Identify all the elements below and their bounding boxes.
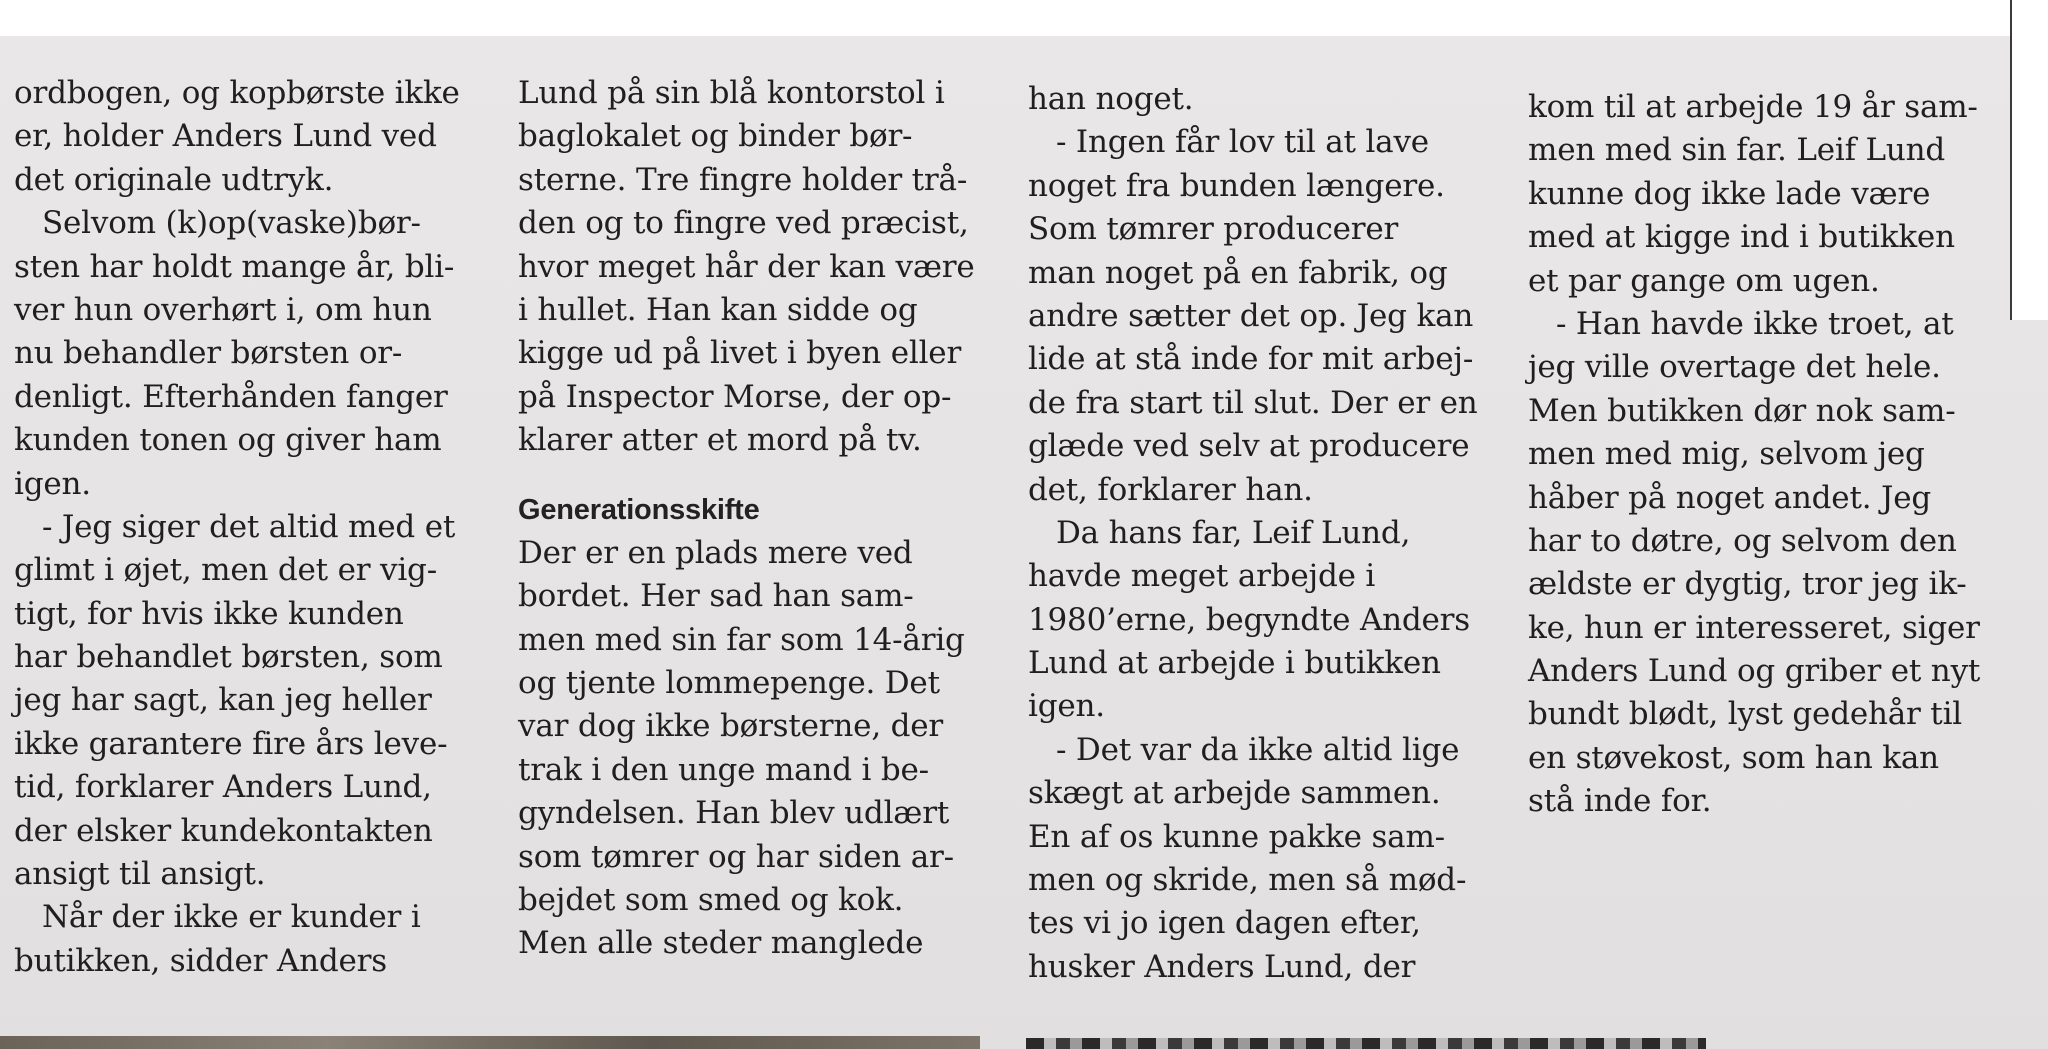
text-line: i hullet. Han kan sidde og bbox=[518, 291, 918, 328]
text-line: ikke garantere fire års leve- bbox=[14, 725, 448, 762]
text-line: ke, hun er interesseret, siger bbox=[1528, 609, 1980, 646]
text-line: var dog ikke børsterne, der bbox=[518, 708, 944, 745]
text-line: som tømrer og har siden ar- bbox=[518, 838, 954, 875]
text-line: man noget på en fabrik, og bbox=[1028, 254, 1448, 291]
text-line: ordbogen, og kopbørste ikke bbox=[14, 75, 460, 111]
text-line: tes vi jo igen dagen efter, bbox=[1028, 905, 1421, 942]
text-line: stå inde for. bbox=[1528, 783, 1712, 820]
text-line: ansigt til ansigt. bbox=[14, 856, 266, 893]
text-line: ældste er dygtig, tror jeg ik- bbox=[1528, 566, 1967, 603]
photo-edge-left bbox=[0, 1036, 980, 1049]
article-column-2 bbox=[518, 72, 998, 966]
text-line: på Inspector Morse, der op- bbox=[518, 378, 952, 415]
text-line: kigge ud på livet i byen eller bbox=[518, 335, 962, 372]
text-line: gyndelsen. Han blev udlært bbox=[518, 795, 950, 832]
text-line: igen. bbox=[1028, 688, 1105, 725]
article-column-1 bbox=[14, 72, 494, 983]
text-line: - Jeg siger det altid med et bbox=[42, 508, 456, 545]
text-line: Selvom (k)op(vaske)bør- bbox=[42, 205, 421, 242]
text-line: Som tømrer producerer bbox=[1028, 211, 1399, 248]
paragraph-gap bbox=[518, 463, 998, 489]
photo-edge-right bbox=[1026, 1038, 1706, 1049]
text-line: har to døtre, og selvom den bbox=[1528, 522, 1957, 559]
text-line: Der er en plads mere ved bbox=[518, 534, 913, 571]
text-line: men med sin far som 14-årig bbox=[518, 621, 965, 658]
text-line: klarer atter et mord på tv. bbox=[518, 422, 922, 459]
text-line: Men alle steder manglede bbox=[518, 925, 924, 962]
text-line: trak i den unge mand i be- bbox=[518, 751, 929, 788]
text-line: lide at stå inde for mit arbej- bbox=[1028, 341, 1474, 378]
text-line: det, forklarer han. bbox=[1028, 471, 1313, 508]
scan-top-margin bbox=[0, 0, 2048, 36]
text-line: men med sin far. Leif Lund bbox=[1528, 132, 1946, 169]
text-line: håber på noget andet. Jeg bbox=[1528, 479, 1932, 516]
text-line: er, holder Anders Lund ved bbox=[14, 118, 437, 155]
text-line: ver hun overhørt i, om hun bbox=[14, 291, 432, 328]
text-line: - Det var da ikke altid lige bbox=[1056, 731, 1460, 768]
text-line: men og skride, men så mød- bbox=[1028, 862, 1467, 899]
text-line: bejdet som smed og kok. bbox=[518, 882, 904, 919]
text-line: glæde ved selv at producere bbox=[1028, 428, 1470, 465]
text-line: tigt, for hvis ikke kunden bbox=[14, 595, 404, 632]
text-line: En af os kunne pakke sam- bbox=[1028, 818, 1445, 855]
text-line: noget fra bunden længere. bbox=[1028, 167, 1445, 204]
text-line: bordet. Her sad han sam- bbox=[518, 578, 914, 615]
text-line: igen. bbox=[14, 465, 91, 502]
text-line: et par gange om ugen. bbox=[1528, 262, 1880, 299]
text-line: en støvekost, som han kan bbox=[1528, 739, 1939, 776]
text-line: Da hans far, Leif Lund, bbox=[1056, 514, 1411, 551]
text-line: butikken, sidder Anders bbox=[14, 942, 387, 979]
text-line: Anders Lund og griber et nyt bbox=[1528, 653, 1981, 690]
text-line: den og to fingre ved præcist, bbox=[518, 205, 969, 242]
article-column-4 bbox=[1528, 86, 2008, 824]
text-line: kunden tonen og giver ham bbox=[14, 422, 442, 459]
text-line: Men butikken dør nok sam- bbox=[1528, 392, 1956, 429]
text-line: baglokalet og binder bør- bbox=[518, 118, 913, 155]
text-line: sterne. Tre fingre holder trå- bbox=[518, 161, 968, 198]
article-column-3 bbox=[1028, 78, 1508, 989]
text-line: glimt i øjet, men det er vig- bbox=[14, 552, 437, 589]
text-line: har behandlet børsten, som bbox=[14, 639, 443, 676]
text-line: skægt at arbejde sammen. bbox=[1028, 775, 1441, 812]
scan-right-margin bbox=[2010, 0, 2048, 320]
text-line: og tjente lommepenge. Det bbox=[518, 665, 940, 702]
text-line: med at kigge ind i butikken bbox=[1528, 219, 1955, 256]
text-line: bundt blødt, lyst gedehår til bbox=[1528, 696, 1962, 733]
text-line: Lund at arbejde i butikken bbox=[1028, 645, 1441, 682]
text-line: men med mig, selvom jeg bbox=[1528, 436, 1925, 473]
text-line: denligt. Efterhånden fanger bbox=[14, 378, 448, 415]
text-line: 1980’erne, begyndte Anders bbox=[1028, 601, 1471, 638]
text-line: han noget. bbox=[1028, 81, 1194, 117]
text-line: kom til at arbejde 19 år sam- bbox=[1528, 89, 1978, 125]
text-line: husker Anders Lund, der bbox=[1028, 948, 1416, 985]
text-line: der elsker kundekontakten bbox=[14, 812, 433, 849]
text-line: nu behandler børsten or- bbox=[14, 335, 403, 372]
text-line: Når der ikke er kunder i bbox=[42, 899, 421, 936]
section-subheading: Generationsskifte bbox=[518, 493, 760, 526]
text-line: - Ingen får lov til at lave bbox=[1056, 124, 1429, 161]
text-line: det originale udtryk. bbox=[14, 161, 334, 198]
text-line: jeg ville overtage det hele. bbox=[1528, 349, 1941, 386]
text-line: Lund på sin blå kontorstol i bbox=[518, 75, 945, 111]
text-line: - Han havde ikke troet, at bbox=[1556, 305, 1954, 342]
text-line: andre sætter det op. Jeg kan bbox=[1028, 297, 1474, 334]
text-line: sten har holdt mange år, bli- bbox=[14, 248, 455, 285]
text-line: jeg har sagt, kan jeg heller bbox=[14, 682, 432, 719]
text-line: havde meget arbejde i bbox=[1028, 558, 1376, 595]
text-line: kunne dog ikke lade være bbox=[1528, 175, 1931, 212]
text-line: de fra start til slut. Der er en bbox=[1028, 384, 1478, 421]
text-line: hvor meget hår der kan være bbox=[518, 248, 975, 285]
photo-strip-bottom bbox=[0, 1036, 2048, 1049]
text-line: tid, forklarer Anders Lund, bbox=[14, 769, 432, 806]
